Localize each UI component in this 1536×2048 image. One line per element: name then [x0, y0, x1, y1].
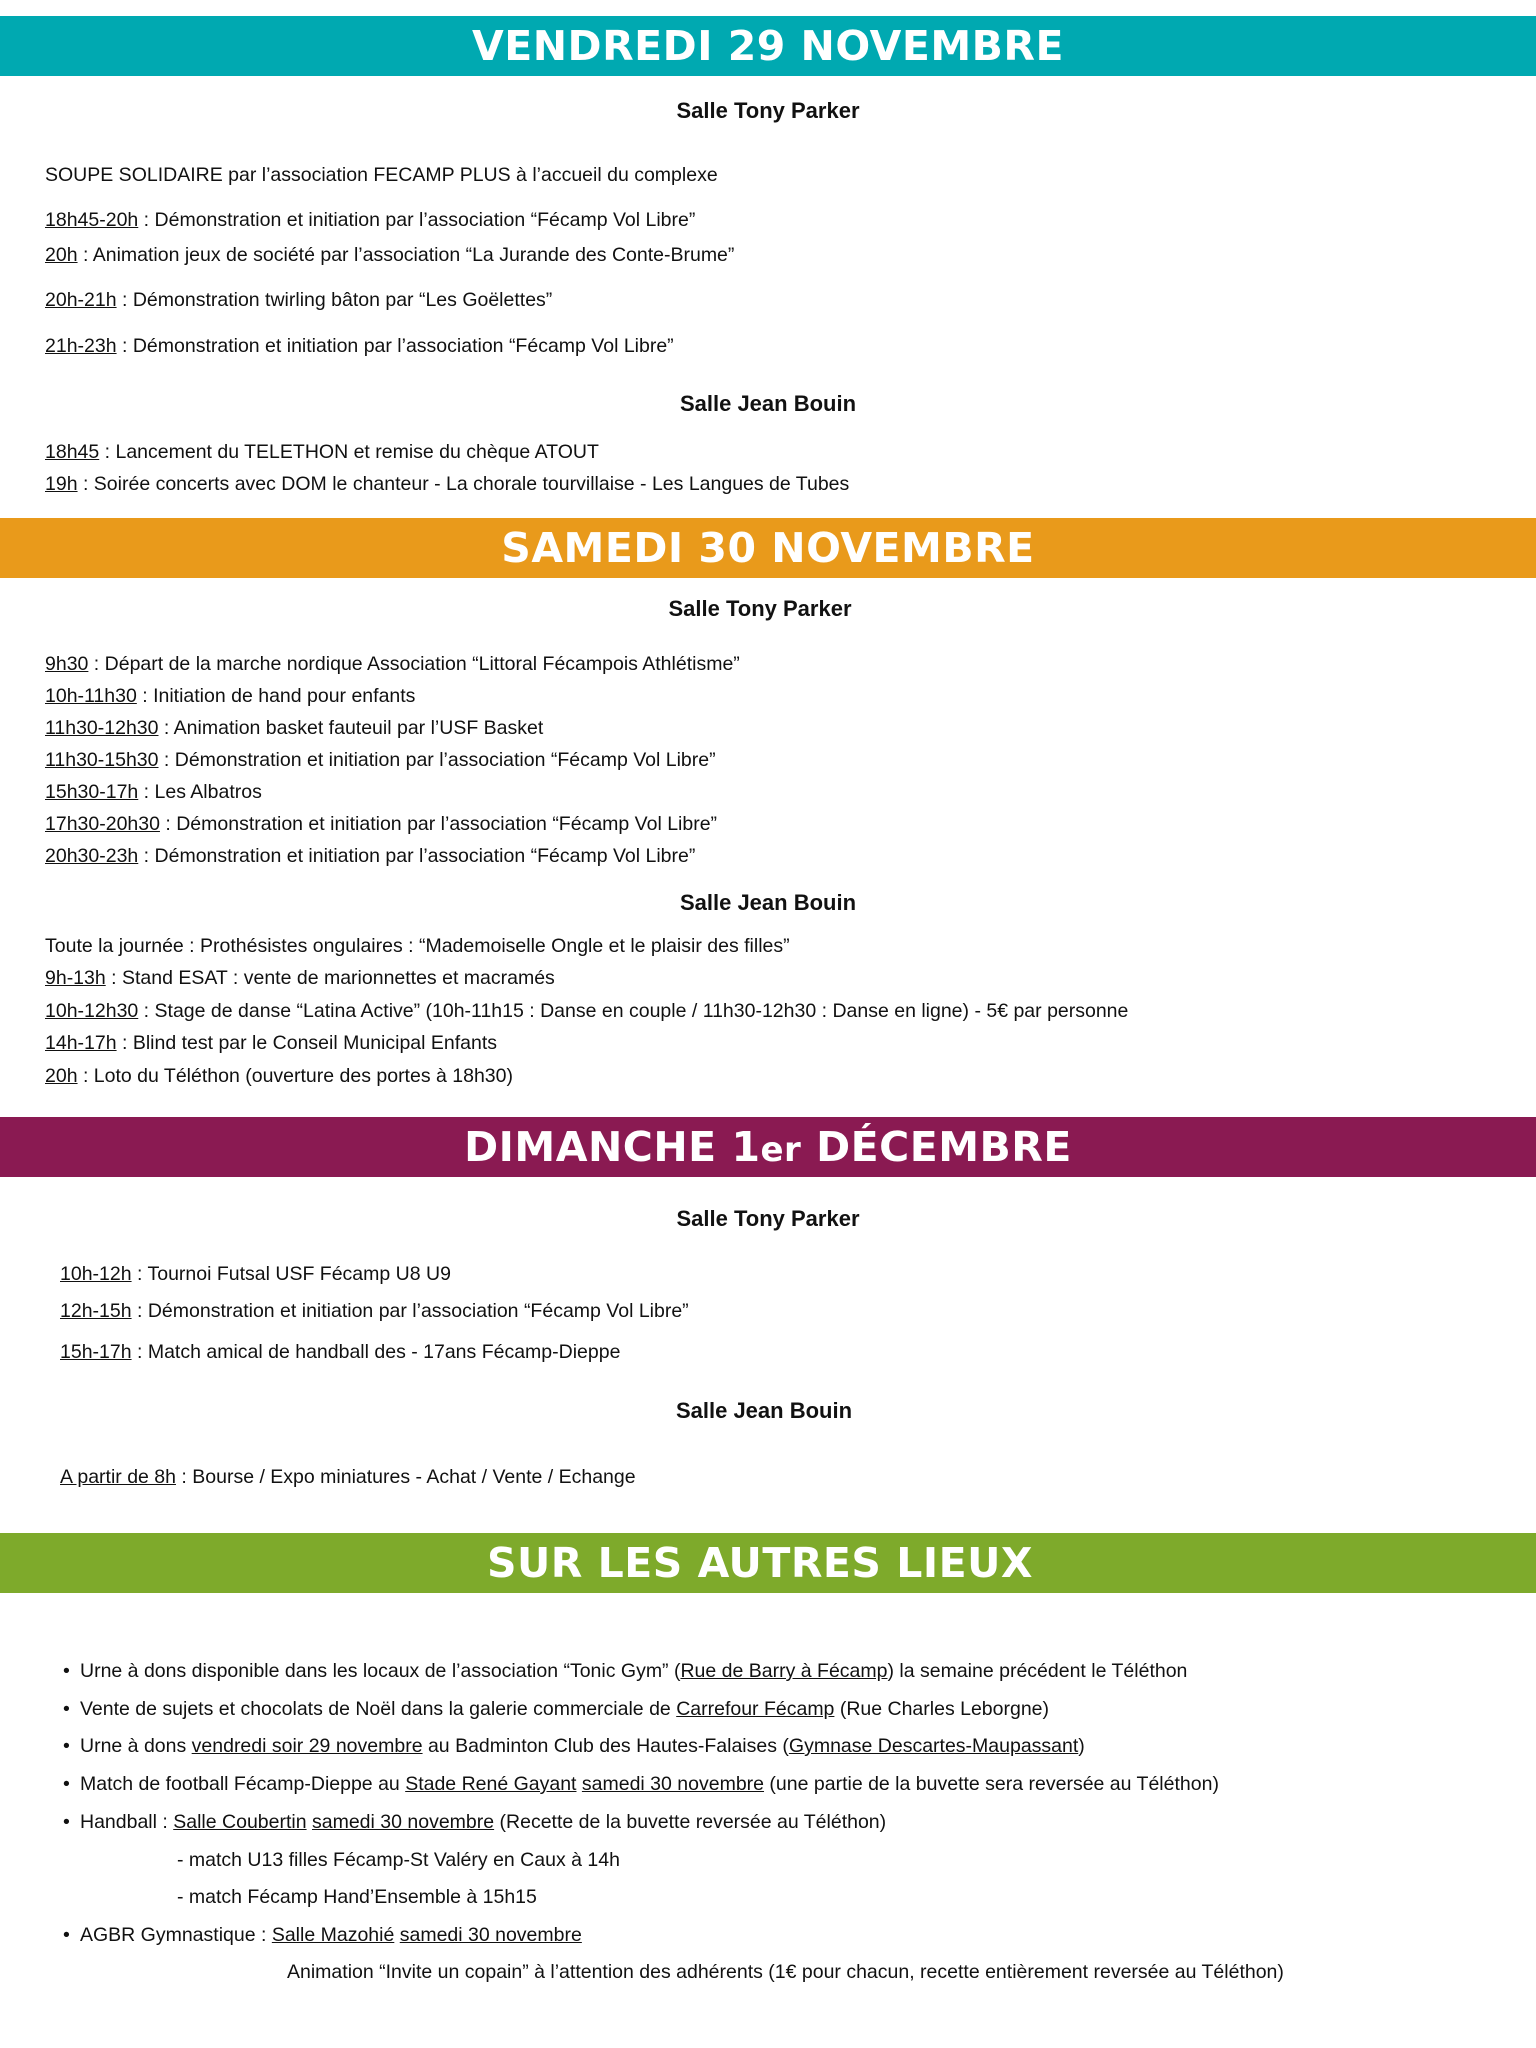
- item-location: Gymnase Descartes-Maupassant: [788, 1735, 1079, 1757]
- list-item: [63, 1810, 887, 1834]
- item-date: samedi 30 novembre: [581, 1773, 765, 1795]
- item-location: Stade René Gayant: [405, 1773, 577, 1795]
- schedule-text: : Démonstration et initiation par l’association “Fécamp Vol Libre”: [138, 209, 696, 231]
- item-location: Salle Coubertin: [173, 1811, 307, 1833]
- sunday-header: [0, 1117, 1536, 1177]
- schedule-time: 20h-21h: [45, 289, 117, 311]
- schedule-line: [60, 1465, 636, 1489]
- schedule-text: : Démonstration et initiation par l’association “Fécamp Vol Libre”: [158, 749, 716, 771]
- other-places-title: SUR LES AUTRES LIEUX: [486, 1539, 1033, 1587]
- bullet-icon: •: [63, 1773, 70, 1795]
- schedule-time: 15h30-17h: [45, 781, 139, 803]
- schedule-text: : Animation jeux de société par l’association “La Jurande des Conte-Brume”: [77, 244, 735, 266]
- item-date: vendredi soir 29 novembre: [191, 1735, 423, 1757]
- schedule-time: 20h: [45, 1065, 78, 1087]
- schedule-time: 10h-11h30: [45, 685, 137, 707]
- schedule-time: 12h-15h: [60, 1300, 132, 1322]
- schedule-line: [60, 1340, 620, 1364]
- bullet-icon: •: [63, 1811, 70, 1833]
- sunday-title: [464, 1123, 1072, 1171]
- schedule-text: : Soirée concerts avec DOM le chanteur - La chorale tourvillaise - Les Langues de Tubes: [77, 473, 850, 495]
- bullet-icon: •: [63, 1924, 70, 1946]
- sunday-title-part: DIMANCHE 1: [464, 1123, 761, 1171]
- friday-venue-tony-parker: Salle Tony Parker: [676, 98, 860, 123]
- schedule-line: [45, 652, 740, 676]
- schedule-text: : Démonstration et initiation par l’association “Fécamp Vol Libre”: [131, 1300, 689, 1322]
- schedule-text: : Bourse / Expo miniatures - Achat / Vente / Echange: [176, 1466, 636, 1488]
- list-item: [63, 1659, 1188, 1683]
- schedule-line: [45, 472, 849, 496]
- schedule-time: 10h-12h: [60, 1263, 132, 1285]
- schedule-text: : Démonstration et initiation par l’association “Fécamp Vol Libre”: [116, 335, 674, 357]
- schedule-time: 18h45-20h: [45, 209, 139, 231]
- schedule-time: 9h30: [45, 653, 89, 675]
- schedule-time: 14h-17h: [45, 1032, 117, 1054]
- item-text: (Rue Charles Leborgne): [834, 1698, 1050, 1720]
- schedule-time: 20h30-23h: [45, 845, 139, 867]
- saturday-venue-tony-parker: Salle Tony Parker: [668, 596, 852, 621]
- schedule-line: [45, 812, 717, 836]
- list-item: [63, 1923, 582, 1947]
- sunday-venue-jean-bouin: Salle Jean Bouin: [675, 1398, 853, 1423]
- item-date: samedi 30 novembre: [399, 1924, 582, 1946]
- schedule-line: [45, 1064, 513, 1088]
- schedule-text: : Animation basket fauteuil par l’USF Basket: [158, 717, 544, 739]
- friday-venue-jean-bouin: Salle Jean Bouin: [679, 391, 857, 416]
- schedule-text: : Départ de la marche nordique Association “Littoral Fécampois Athlétisme”: [88, 653, 740, 675]
- saturday-allday-line: Toute la journée : Prothésistes ongulaires : “Mademoiselle Ongle et le plaisir des filles”: [45, 935, 790, 957]
- schedule-time: 15h-17h: [60, 1341, 132, 1363]
- schedule-line: [45, 966, 555, 990]
- schedule-time: 20h: [45, 244, 78, 266]
- schedule-line: [45, 999, 1128, 1023]
- schedule-text: : Démonstration et initiation par l’association “Fécamp Vol Libre”: [138, 845, 696, 867]
- item-text: ): [1078, 1735, 1085, 1757]
- saturday-venue-jean-bouin: Salle Jean Bouin: [679, 890, 857, 915]
- schedule-line: [45, 780, 262, 804]
- sub-item: Animation “Invite un copain” à l’attention des adhérents (1€ pour chacun, recette entièrement reversée au Téléthon): [287, 1961, 1284, 1983]
- schedule-line: [45, 716, 543, 740]
- schedule-time: 11h30-12h30: [45, 717, 159, 739]
- schedule-text: : Tournoi Futsal USF Fécamp U8 U9: [131, 1263, 451, 1285]
- schedule-line: [45, 684, 415, 708]
- schedule-line: [60, 1262, 451, 1286]
- item-text: au Badminton Club des Hautes-Falaises (: [422, 1735, 789, 1757]
- schedule-time: A partir de 8h: [60, 1466, 176, 1488]
- schedule-text: : Stage de danse “Latina Active” (10h-11h15 : Danse en couple / 11h30-12h30 : Danse en ligne) - 5€ par personne: [138, 1000, 1129, 1022]
- schedule-text: : Match amical de handball des - 17ans Fécamp-Dieppe: [131, 1341, 621, 1363]
- item-location: Carrefour Fécamp: [676, 1698, 835, 1720]
- schedule-time: 19h: [45, 473, 78, 495]
- other-places-header: [0, 1533, 1536, 1593]
- schedule-line: [45, 748, 716, 772]
- schedule-text: : Blind test par le Conseil Municipal Enfants: [116, 1032, 498, 1054]
- schedule-line: [45, 288, 552, 312]
- schedule-text: : Stand ESAT : vente de marionnettes et macramés: [105, 967, 555, 989]
- item-text: Match de football Fécamp-Dieppe au: [80, 1773, 406, 1795]
- schedule-line: [45, 1031, 497, 1055]
- sub-item: - match U13 filles Fécamp-St Valéry en Caux à 14h: [177, 1849, 620, 1871]
- friday-soupe-line: SOUPE SOLIDAIRE par l’association FECAMP PLUS à l’accueil du complexe: [45, 164, 718, 186]
- item-text: Handball :: [80, 1811, 174, 1833]
- sub-item: - match Fécamp Hand’Ensemble à 15h15: [177, 1886, 537, 1908]
- schedule-line: [45, 844, 695, 868]
- item-location: Rue de Barry à Fécamp: [680, 1660, 888, 1682]
- schedule-line: [45, 208, 695, 232]
- schedule-text: : Initiation de hand pour enfants: [136, 685, 416, 707]
- schedule-text: : Démonstration twirling bâton par “Les Goëlettes”: [116, 289, 553, 311]
- list-item: [63, 1734, 1085, 1758]
- schedule-time: 18h45: [45, 441, 100, 463]
- schedule-text: : Lancement du TELETHON et remise du chèque ATOUT: [99, 441, 599, 463]
- list-item: [63, 1697, 1050, 1721]
- item-text: (une partie de la buvette sera reversée au Téléthon): [764, 1773, 1219, 1795]
- item-location: Salle Mazohié: [271, 1924, 395, 1946]
- item-text: Urne à dons: [80, 1735, 192, 1757]
- schedule-time: 17h30-20h30: [45, 813, 160, 835]
- saturday-header: [0, 518, 1536, 578]
- schedule-line: [45, 334, 674, 358]
- schedule-time: 11h30-15h30: [45, 749, 159, 771]
- item-date: samedi 30 novembre: [312, 1811, 495, 1833]
- schedule-text: : Les Albatros: [138, 781, 262, 803]
- schedule-time: 21h-23h: [45, 335, 117, 357]
- bullet-icon: •: [63, 1735, 70, 1757]
- sunday-title-ordinal: er: [760, 1130, 802, 1170]
- friday-title: VENDREDI 29 NOVEMBRE: [472, 22, 1064, 70]
- friday-header: [0, 16, 1536, 76]
- sunday-venue-tony-parker: Salle Tony Parker: [676, 1206, 860, 1231]
- item-text: Vente de sujets et chocolats de Noël dans la galerie commerciale de: [80, 1698, 677, 1720]
- list-item: [63, 1772, 1219, 1796]
- bullet-icon: •: [63, 1660, 70, 1682]
- schedule-text: : Loto du Téléthon (ouverture des portes à 18h30): [77, 1065, 513, 1087]
- item-text: (Recette de la buvette reversée au Téléthon): [494, 1811, 887, 1833]
- item-text: ) la semaine précédent le Téléthon: [887, 1660, 1188, 1682]
- sunday-title-part: DÉCEMBRE: [801, 1123, 1072, 1171]
- item-text: Urne à dons disponible dans les locaux de l’association “Tonic Gym” (: [80, 1660, 681, 1682]
- item-text: AGBR Gymnastique :: [80, 1924, 272, 1946]
- schedule-time: 9h-13h: [45, 967, 106, 989]
- saturday-title: SAMEDI 30 NOVEMBRE: [501, 524, 1035, 572]
- schedule-time: 10h-12h30: [45, 1000, 139, 1022]
- schedule-line: [60, 1299, 689, 1323]
- schedule-line: [45, 243, 734, 267]
- bullet-icon: •: [63, 1698, 70, 1720]
- schedule-text: : Démonstration et initiation par l’association “Fécamp Vol Libre”: [159, 813, 718, 835]
- schedule-line: [45, 440, 599, 464]
